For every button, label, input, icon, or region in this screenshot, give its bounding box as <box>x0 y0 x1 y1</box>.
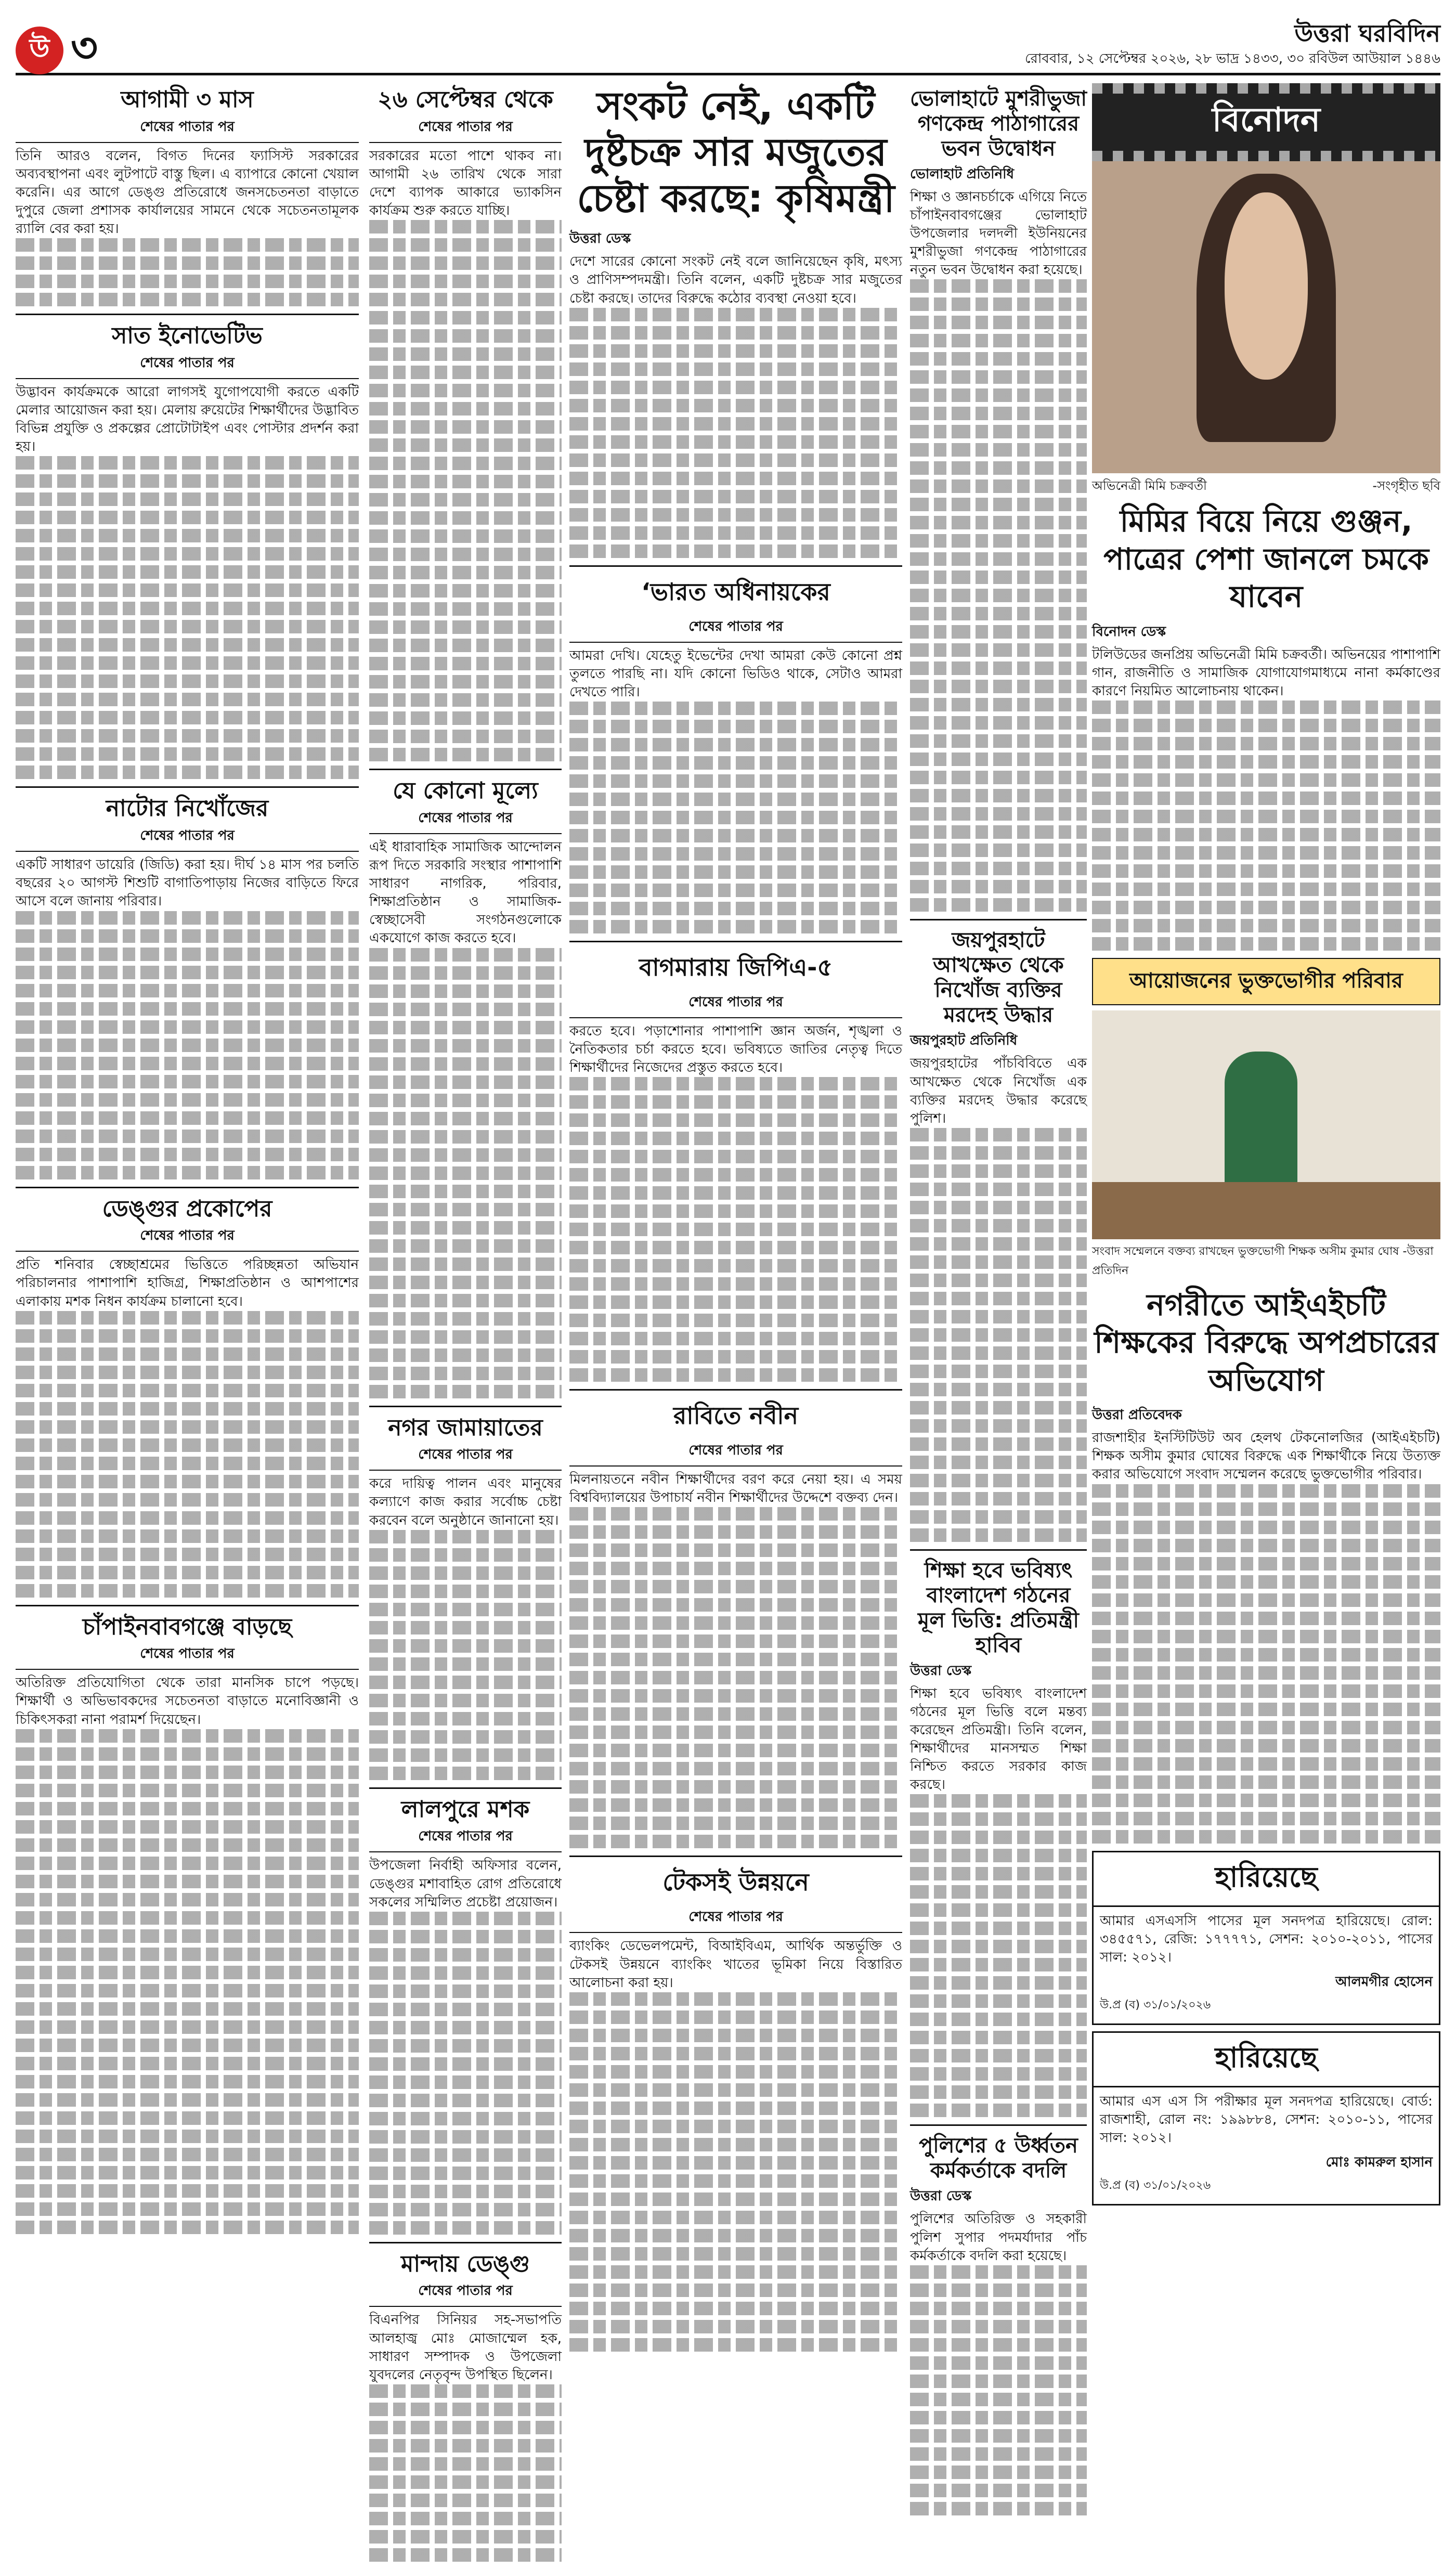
story-byline: জয়পুরহাট প্রতিনিধি <box>910 1033 1018 1049</box>
story-shiksha <box>910 1558 1087 2118</box>
lead-headline: সংকট নেই, একটি দুষ্টচক্র সার মজুতের চেষ্টা করছে: কৃষিমন্ত্রী <box>577 84 895 221</box>
story-kicker: শেষের পাতার পর <box>569 991 902 1018</box>
story-headline: জয়পুরহাটে আখক্ষেত থেকে নিখোঁজ ব্যক্তির মরদেহ উদ্ধার <box>933 928 1064 1028</box>
story-kicker: শেষের পাতার পর <box>16 352 359 379</box>
press-photo-caption: সংবাদ সম্মেলনে বক্তব্য রাখছেন ভুক্তভোগী শিক্ষক অসীম কুমার ঘোষ -উত্তরা প্রতিদিন <box>1092 1244 1434 1277</box>
story-body: তিনি আরও বলেন, বিগত দিনের ফ্যাসিস্ট সরকারের অব্যবস্থাপনা এবং লুটপাটে বাস্তু ছিল। এ ব্যাপারে কোনো খেয়াল করেনি। এর আগে ডেঙ্গু প্রতিরোধে জনসচেতনতা বাড়াতে দুপুরে জেলা প্রশাসক কার্যালয়ের সামনে থেকে সচেতনতামূলক র‍্যালি বের করা হয়। <box>16 148 359 237</box>
story-byline: ভোলাহাট প্রতিনিধি <box>910 166 1015 182</box>
story-headline: পুলিশের ৫ উর্ধ্বতন কর্মকর্তাকে বদলি <box>919 2134 1078 2183</box>
story-kicker: শেষের পাতার পর <box>569 616 902 643</box>
story-headline: ২৬ সেপ্টেম্বর থেকে <box>378 86 553 113</box>
story-body: টলিউডের জনপ্রিয় অভিনেত্রী মিমি চক্রবর্তী। অভিনয়ের পাশাপাশি গান, রাজনীতি ও সামাজিক যোগাযোগমাধ্যমে নানা কর্মকাণ্ডের কারণে নিয়মিত আলোচনায় থাকেন। <box>1092 646 1440 699</box>
story-lalpur <box>369 1796 562 2235</box>
column-4 <box>910 83 1087 2523</box>
entertainment-banner <box>1092 83 1440 161</box>
story-headline: শিক্ষা হবে ভবিষ্যৎ বাংলাদেশ গঠনের মূল ভিত্তি: প্রতিমন্ত্রী হাবিব <box>918 1558 1079 1657</box>
column-5 <box>1092 83 1440 2205</box>
photo-caption-left: অভিনেত্রী মিমি চক্রবর্তী <box>1092 478 1207 493</box>
story-police-transfer <box>910 2133 1087 2515</box>
story-body: মিলনায়তনে নবীন শিক্ষার্থীদের বরণ করে নেয়া হয়। এ সময় বিশ্ববিদ্যালয়ের উপাচার্য নবীন শিক্ষার্থীদের উদ্দেশে বক্তব্য দেন। <box>569 1472 902 1506</box>
masthead <box>16 16 1440 75</box>
story-byline: উত্তরা ডেস্ক <box>569 231 631 247</box>
story-agami-3-mash <box>16 86 359 306</box>
story-headline: ডেঙ্গুর প্রকোপের <box>102 1195 272 1222</box>
notice-name: মোঃ কামরুল হাসান <box>1325 2155 1433 2171</box>
story-manda <box>369 2251 562 2562</box>
story-rabi <box>569 1398 902 1848</box>
story-byline: বিনোদন ডেস্ক <box>1092 624 1166 640</box>
notice-ref: উ.প্র (ব) ৩১/০১/২০২৬ <box>1100 2179 1211 2192</box>
story-kicker: শেষের পাতার পর <box>569 1906 902 1933</box>
section-tag: আয়োজনের ভুক্তভোগীর পরিবার <box>1092 958 1440 1005</box>
photo-caption-right: -সংগৃহীত ছবি <box>1372 478 1440 493</box>
story-headline: যে কোনো মূল্যে <box>393 777 538 805</box>
story-headline: টেকসই উন্নয়নে <box>662 1868 809 1897</box>
story-headline: নগর জামায়াতের <box>388 1414 543 1441</box>
story-headline: আগামী ৩ মাস <box>121 86 254 113</box>
story-headline: বাগমারায় জিপিএ-৫ <box>639 953 833 981</box>
story-body: পুলিশের অতিরিক্ত ও সহকারী পুলিশ সুপার পদমর্যাদার পাঁচ কর্মকর্তাকে বদলি করা হয়েছে। <box>910 2211 1087 2264</box>
story-body: বিএনপির সিনিয়র সহ-সভাপতি আলহাজ্ব মোঃ মোজাম্মেল হক, সাধারণ সম্পাদক ও উপজেলা যুবদলের নেতৃবৃন্দ উপস্থিত ছিলেন। <box>369 2312 562 2383</box>
story-kicker: শেষের পাতার পর <box>369 116 562 143</box>
story-headline: নাটোর নিখোঁজের <box>106 795 269 822</box>
story-byline: উত্তরা ডেস্ক <box>910 1663 972 1679</box>
story-innovative <box>16 322 359 779</box>
story-body: শিক্ষা হবে ভবিষ্যৎ বাংলাদেশ গঠনের মূল ভিত্তি বলে মন্তব্য করেছেন প্রতিমন্ত্রী। তিনি বলেন, শিক্ষার্থীদের মানসম্মত শিক্ষা নিশ্চিত করতে সরকার কাজ করছে। <box>910 1685 1087 1793</box>
story-body: করতে হবে। পড়াশোনার পাশাপাশি জ্ঞান অর্জন, শৃঙ্খলা ও নৈতিকতার চর্চা করতে হবে। ভবিষ্যতে জাতির নেতৃত্ব দিতে শিক্ষার্থীদের নিজেদের প্রস্তুত করতে হবে। <box>569 1023 902 1076</box>
story-kicker: শেষের পাতার পর <box>16 116 359 143</box>
story-je-kono-mulye <box>369 777 562 1398</box>
column-1 <box>16 83 359 2241</box>
story-body: করে দায়িত্ব পালন এবং মানুষের কল্যাণে কাজ করার সর্বোচ্চ চেষ্টা করবেন বলে অনুষ্ঠানে জানানো হয়। <box>369 1476 562 1528</box>
story-kicker: শেষের পাতার পর <box>369 1444 562 1471</box>
page-number-block <box>16 16 98 85</box>
story-kicker: শেষের পাতার পর <box>569 1439 902 1467</box>
story-body: উপজেলা নির্বাহী অফিসার বলেন, ডেঙ্গুর মশাবাহিত রোগ প্রতিরোধে সকলের সম্মিলিত প্রচেষ্টা প্রয়োজন। <box>369 1858 562 1910</box>
story-kicker: শেষের পাতার পর <box>16 825 359 852</box>
notice-body: আমার এসএসসি পাসের মূল সনদপত্র হারিয়েছে। রোল: ৩৪৫৫৭১, রেজি: ১৭৭৭৭১, সেশন: ২০১০-২০১১, পাসের সাল: ২০১২। <box>1100 1913 1433 1965</box>
story-kicker: শেষের পাতার পর <box>369 1825 562 1852</box>
story-headline: মান্দায় ডেঙ্গু <box>400 2250 530 2277</box>
story-body: দেশে সারের কোনো সংকট নেই বলে জানিয়েছেন কৃষি, মৎস্য ও প্রাণিসম্পদমন্ত্রী। তিনি বলেন, একটি দুষ্টচক্র সার মজুতের চেষ্টা করছে। তাদের বিরুদ্ধে কঠোর ব্যবস্থা নেওয়া হবে। <box>569 254 902 306</box>
notice-name: আলমগীর হোসেন <box>1335 1974 1433 1990</box>
notice-body: আমার এস এস সি পরীক্ষার মূল সনদপত্র হারিয়েছে। বোর্ড: রাজশাহী, রোল নং: ১৯৯৮৮৪, সেশন: ২০১০-১১, পাসের সাল: ২০১২। <box>1100 2093 1433 2146</box>
story-headline: লালপুরে মশক <box>401 1796 530 1823</box>
story-byline: উত্তরা প্রতিবেদক <box>1092 1407 1182 1423</box>
story-headline: ‘ভারত অধিনায়কের <box>641 577 830 606</box>
story-joypurhat <box>910 928 1087 1541</box>
story-body: আমরা দেখি। যেহেতু ইভেন্টের দেখা আমরা কেউ কোনো প্রশ্ন তুলতে পারছি না। যদি কোনো ভিডিও থাকে, সেটাও আমরা দেখতে পারি। <box>569 647 902 700</box>
story-headline: ভোলাহাটে মুশরীভুজা গণকেন্দ্র পাঠাগারের ভবন উদ্বোধন <box>910 87 1087 161</box>
entertainment-section-title: বিনোদন <box>1212 100 1321 139</box>
story-lead <box>569 83 902 558</box>
page-number: ৩ <box>71 23 98 72</box>
story-body: এই ধারাবাহিক সামাজিক আন্দোলন রূপ দিতে সরকারি সংস্থার পাশাপাশি সাধারণ নাগরিক, পরিবার, শিক্ষাপ্রতিষ্ঠান ও সামাজিক-স্বেচ্ছাসেবী সংগঠনগুলোকে একযোগে কাজ করতে হবে। <box>369 839 562 946</box>
actress-photo <box>1092 161 1440 473</box>
story-headline: মিমির বিয়ে নিয়ে গুঞ্জন, পাত্রের পেশা জানলে চমকে যাবেন <box>1103 503 1429 614</box>
story-body: একটি সাধারণ ডায়েরি (জিডি) করা হয়। দীর্ঘ ১৪ মাস পর চলতি বছরের ২০ আগস্ট শিশুটি বাগাতিপাড়ায় নিজের বাড়িতে ফিরে আসে বলে জানায় পরিবার। <box>16 857 359 910</box>
column-3 <box>569 83 902 2359</box>
story-headline: চাঁপাইনবাবগঞ্জে বাড়ছে <box>82 1613 292 1640</box>
story-body: শিক্ষা ও জ্ঞানচর্চাকে এগিয়ে নিতে চাঁপাইনবাবগঞ্জের ভোলাহাট উপজেলার দলদলী ইউনিয়নের মুশরীভুজা গণকেন্দ্র পাঠাগারের নতুন ভবন উদ্বোধন করা হয়েছে। <box>910 189 1087 278</box>
newspaper-logo-icon: উ <box>16 27 63 74</box>
column-2 <box>369 83 562 2569</box>
story-headline: রাবিতে নবীন <box>673 1402 799 1430</box>
story-kicker: শেষের পাতার পর <box>369 2280 562 2307</box>
press-conference-photo <box>1092 1010 1440 1239</box>
story-headline: নগরীতে আইএইচটি শিক্ষকের বিরুদ্ধে অপপ্রচারের অভিযোগ <box>1094 1287 1438 1398</box>
story-headline: সাত ইনোভেটিভ <box>112 322 263 349</box>
story-body: প্রতি শনিবার স্বেচ্ছাশ্রমের ভিত্তিতে পরিচ্ছন্নতা অভিযান পরিচালনার পাশাপাশি হাজিগ্র, শিক্ষাপ্রতিষ্ঠান ও আশপাশের এলাকায় মশক নিধন কার্যক্রম চালানো হবে। <box>16 1257 359 1309</box>
story-teksoi <box>569 1864 902 2351</box>
story-bharat <box>569 574 902 933</box>
lost-notice-2 <box>1092 2031 1440 2205</box>
story-body: জয়পুরহাটের পাঁচবিবিতে এক আখক্ষেত থেকে নিখোঁজ এক ব্যক্তির মরদেহ উদ্ধার করেছে পুলিশ। <box>910 1056 1087 1126</box>
story-body: উদ্ভাবন কার্যক্রমকে আরো লাগসই যুগোপযোগী করতে একটি মেলার আয়োজন করা হয়। মেলায় রুয়েটের শিক্ষার্থীদের উদ্ভাবিত বিভিন্ন প্রযুক্তি ও প্রকল্পের প্রোটোটাইপ এবং পোস্টার প্রদর্শন করা হয়। <box>16 384 359 455</box>
photo-caption <box>1092 476 1440 497</box>
story-dengue <box>16 1196 359 1598</box>
story-nagar-jamaat <box>369 1415 562 1780</box>
story-kicker: শেষের পাতার পর <box>16 1225 359 1252</box>
lost-notice-1 <box>1092 1851 1440 2025</box>
story-natore <box>16 795 359 1179</box>
notice-ref: উ.প্র (ব) ৩১/০১/২০২৬ <box>1100 1998 1211 2012</box>
story-kicker: শেষের পাতার পর <box>369 807 562 834</box>
story-mimi <box>1092 502 1440 951</box>
story-26-september <box>369 86 562 761</box>
newspaper-name: উত্তরা ঘরবিদিন <box>1294 19 1440 47</box>
story-bholahat <box>910 86 1087 912</box>
notice-title: হারিয়েছে <box>1094 2033 1439 2087</box>
story-byline: উত্তরা ডেস্ক <box>910 2188 972 2204</box>
story-bagmara <box>569 950 902 1382</box>
story-kicker: শেষের পাতার পর <box>16 1643 359 1670</box>
story-iht <box>1092 1286 1440 1844</box>
notice-title: হারিয়েছে <box>1094 1852 1439 1907</box>
story-body: সরকারের মতো পাশে থাকব না। আগামী ২৬ তারিখ থেকে সারা দেশে ব্যাপক আকারে ভ্যাকসিন কার্যক্রম শুরু করতে যাচ্ছি। <box>369 148 562 219</box>
story-body: ব্যাংকিং ডেভেলপমেন্ট, বিআইবিএম, আর্থিক অন্তর্ভুক্তি ও টেকসই উন্নয়নে ব্যাংকিং খাতের ভূমিকা নিয়ে বিস্তারিত আলোচনা করা হয়। <box>569 1938 902 1991</box>
date-line: রোববার, ১২ সেপ্টেম্বর ২০২৬, ২৮ ভাদ্র ১৪৩৩, ৩০ রবিউল আউয়াল ১৪৪৬ <box>1025 51 1440 67</box>
story-body: রাজশাহীর ইনস্টিটিউট অব হেলথ টেকনোলজির (আইএইচটি) শিক্ষক অসীম কুমার ঘোষের বিরুদ্ধে এক শিক্ষার্থীকে নিয়ে উত্যক্ত করার অভিযোগে সংবাদ সম্মেলন করেছে ভুক্তভোগীর পরিবার। <box>1092 1430 1440 1483</box>
story-body: অতিরিক্ত প্রতিযোগিতা থেকে তারা মানসিক চাপে পড়ছে। শিক্ষার্থী ও অভিভাবকদের সচেতনতা বাড়াতে মনোবিজ্ঞানী ও চিকিৎসকরা নানা পরামর্শ দিয়েছেন। <box>16 1675 359 1728</box>
story-chapai <box>16 1614 359 2234</box>
